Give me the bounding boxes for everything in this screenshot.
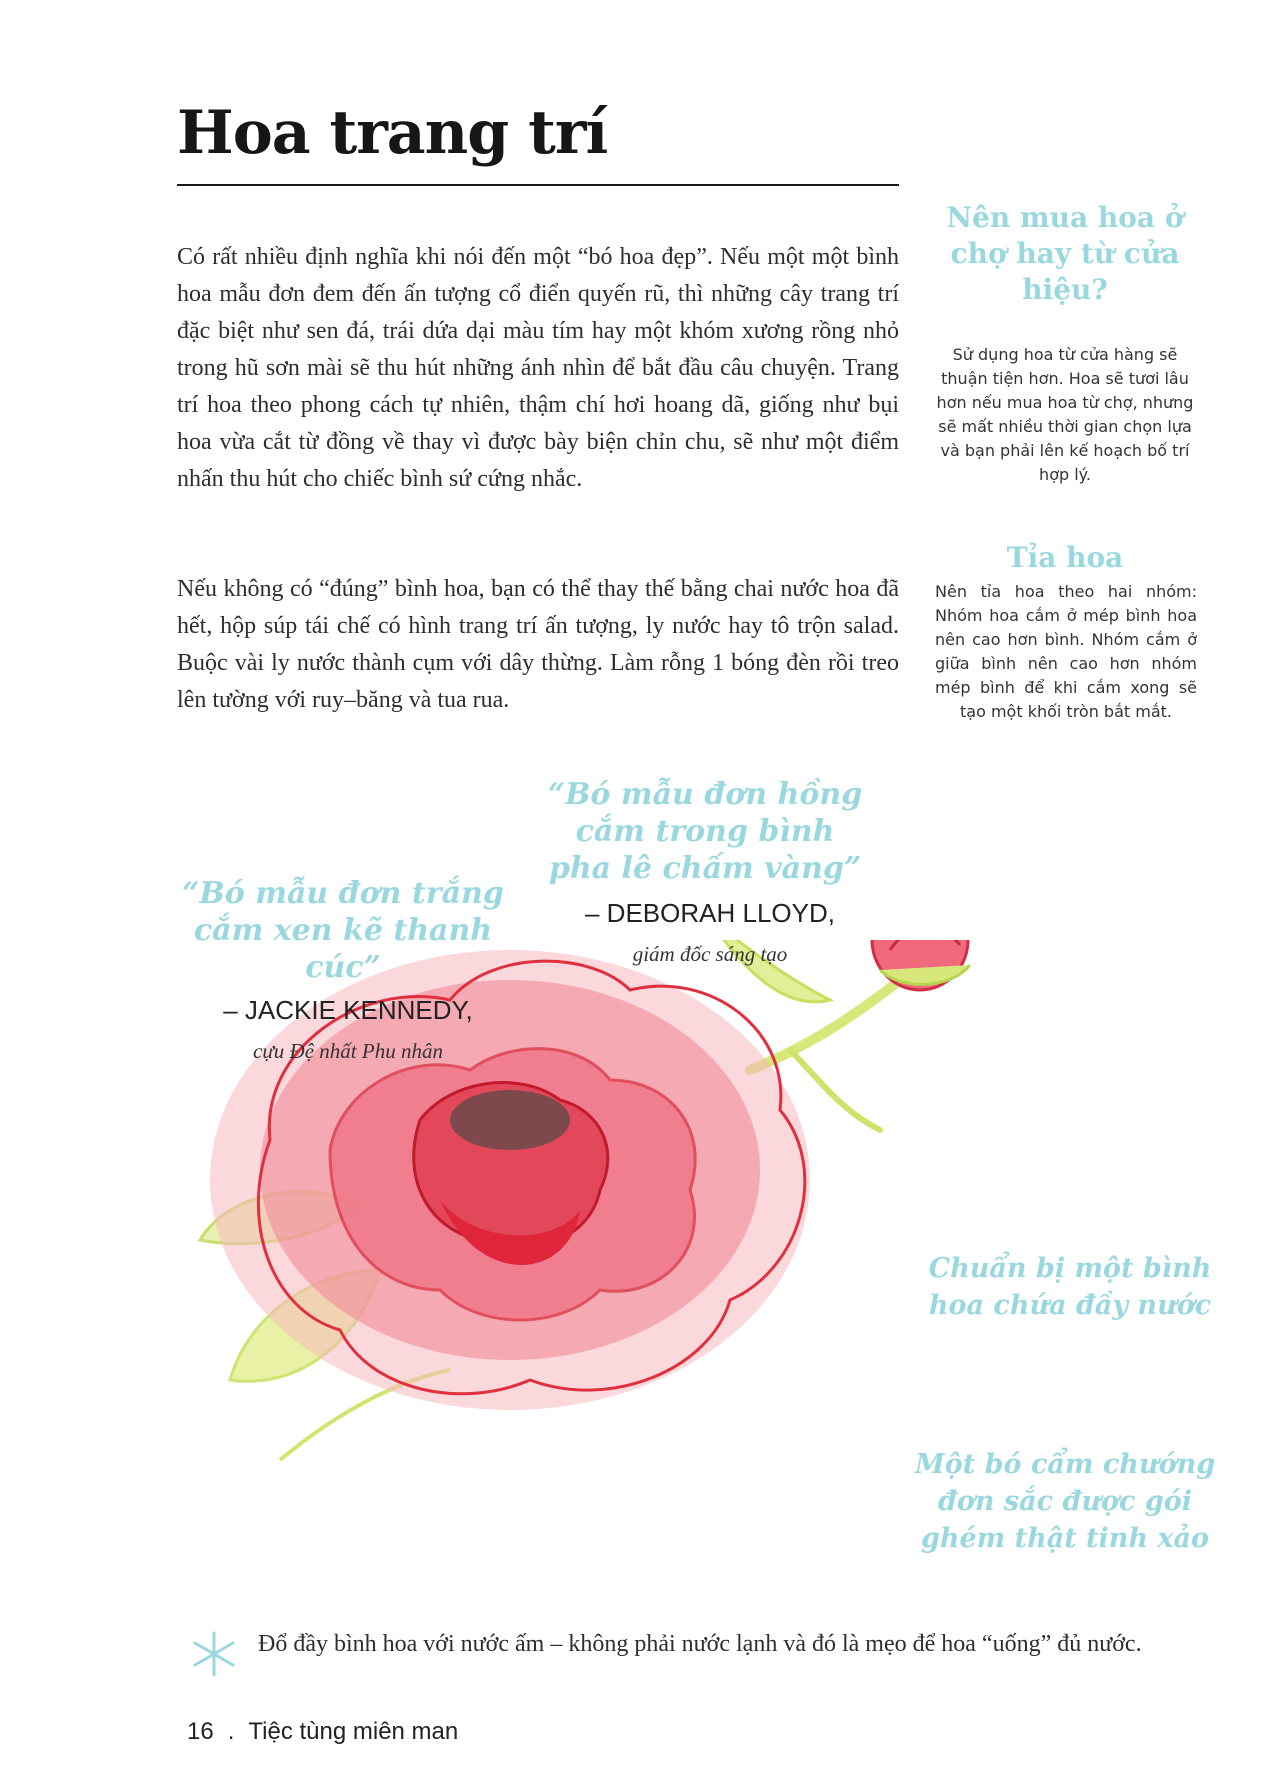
page-title: Hoa trang trí bbox=[177, 98, 608, 168]
quote-text: “Bó mẫu đơn hồng cắm trong bình pha lê chấm vàng” bbox=[547, 777, 863, 886]
sidebar-heading-buying: Nên mua hoa ở chợ hay từ cửa hiệu? bbox=[946, 201, 1184, 306]
sidebar-heading-trimming: Tỉa hoa bbox=[1006, 541, 1124, 574]
footer-separator: . bbox=[227, 1718, 235, 1745]
body-paragraph-1: Có rất nhiều định nghĩa khi nói đến một “bó hoa đẹp”. Nếu một một bình hoa mẫu đơn đem đến ấn tượng cổ điển quyến rũ, thì những cây trang trí đặc biệt như sen đá, trái dứa dại màu tím hay một khóm xương rồng nhỏ trong hũ sơn mài sẽ thu hút những ánh nhìn để bắt đầu câu chuyện. Trang trí hoa theo phong cách tự nhiên, thậm chí hơi hoang dã, giống như bụi hoa vừa cắt từ đồng về thay vì được bày biện chỉn chu, sẽ như một điểm nhấn thu hút cho chiếc bình sứ cứng nhắc. bbox=[177, 244, 899, 492]
asterisk-icon bbox=[190, 1630, 238, 1678]
tip-text: Đổ đầy bình hoa với nước ấm – không phải nước lạnh và đó là mẹo để hoa “uống” đủ nước. bbox=[258, 1631, 1142, 1657]
peony-illustration bbox=[190, 940, 1020, 1580]
page-number: 16 bbox=[187, 1718, 214, 1745]
caption-carnation-bouquet: Một bó cẩm chướng đơn sắc được gói ghém thật tinh xảo bbox=[914, 1449, 1216, 1554]
sidebar-text-buying: Sử dụng hoa từ cửa hàng sẽ thuận tiện hơn. Hoa sẽ tươi lâu hơn nếu mua hoa từ chợ, nhưng sẽ mất nhiều thời gian chọn lựa và bạn phải lên kế hoạch bố trí hợp lý. bbox=[936, 345, 1194, 484]
quote-author-role: cựu Đệ nhất Phu nhân bbox=[253, 1039, 443, 1063]
quote-text: “Bó mẫu đơn trắng cắm xen kẽ thanh cúc” bbox=[182, 876, 504, 985]
title-rule bbox=[177, 184, 899, 186]
sidebar-text-trimming: Nên tỉa hoa theo hai nhóm: Nhóm hoa cắm ở mép bình hoa nên cao hơn bình. Nhóm cắm ở giữa bình nên cao hơn nhóm mép bình để khi cắm xong sẽ tạo một khối tròn bắt mắt. bbox=[935, 582, 1197, 721]
quote-author: – DEBORAH LLOYD, bbox=[585, 898, 835, 928]
peony-bud bbox=[872, 940, 970, 990]
body-paragraph-2: Nếu không có “đúng” bình hoa, bạn có thể thay thế bằng chai nước hoa đã hết, hộp súp tái chế có hình trang trí ấn tượng, ly nước hay tô trộn salad. Buộc vài ly nước thành cụm với dây thừng. Làm rỗng 1 bóng đèn rồi treo lên tường với ruy–băng và tua rua. bbox=[177, 576, 899, 713]
quote-author: – JACKIE KENNEDY, bbox=[223, 995, 473, 1025]
quote-author-role: giám đốc sáng tạo bbox=[632, 942, 788, 966]
page-footer bbox=[187, 1718, 458, 1746]
caption-vase-water: Chuẩn bị một bình hoa chứa đầy nước bbox=[928, 1253, 1212, 1321]
book-title: Tiệc tùng miên man bbox=[248, 1718, 459, 1745]
